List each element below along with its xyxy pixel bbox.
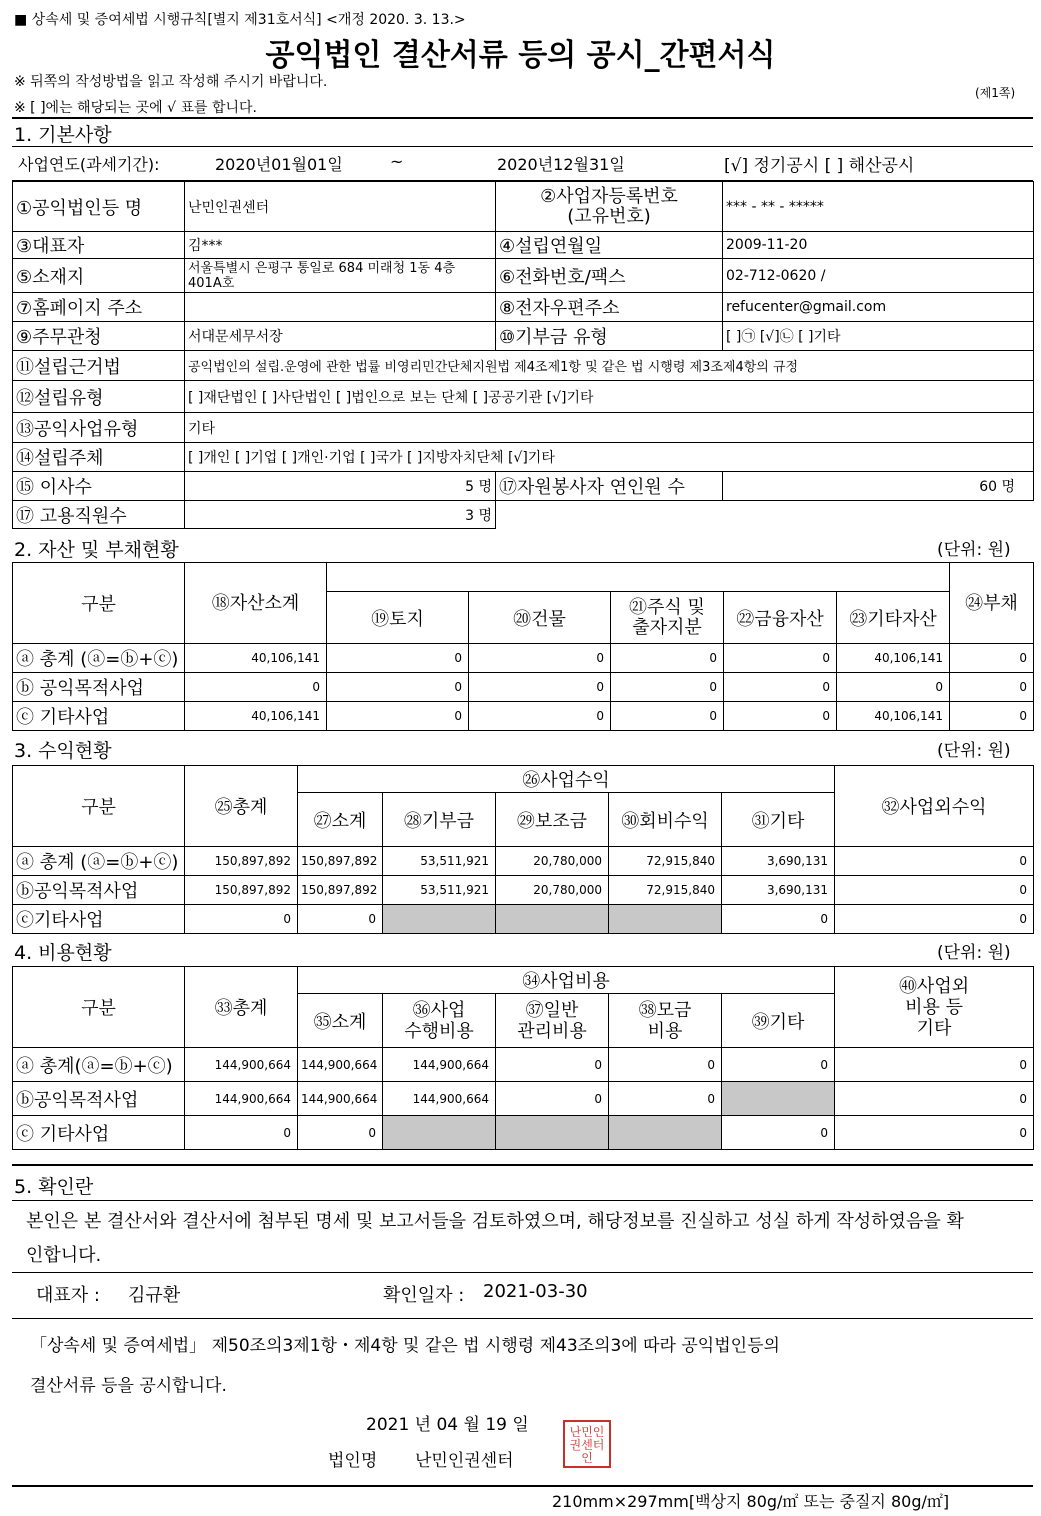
assets-header-other: ㉓기타자산 — [837, 592, 950, 644]
email-value: refucenter@gmail.com — [723, 293, 1034, 322]
table-row — [13, 702, 1034, 731]
table-row — [13, 905, 1034, 934]
founding-type-value: [ ]재단법인 [ ]사단법인 [ ]법인으로 보는 단체 [ ]공공기관 [√]기타 — [185, 381, 1034, 413]
cell: 144,900,664 — [185, 1048, 298, 1082]
phone-label: ⑥전화번호/팩스 — [496, 259, 723, 293]
expense-header-other: ㊴기타 — [722, 994, 835, 1048]
expense-header-operating: ㊱사업 수행비용 — [383, 994, 496, 1048]
phone-value: 02-712-0620 / — [723, 259, 1034, 293]
section2-unit: (단위: 원) — [937, 540, 1011, 560]
cell: 144,900,664 — [383, 1082, 496, 1116]
law-reference-line2: 결산서류 등을 공시합니다. — [30, 1376, 227, 1396]
page-title: 공익법인 결산서류 등의 공시_간편서식 — [265, 38, 776, 73]
founded-value: 2009-11-20 — [723, 232, 1034, 259]
cell: 0 — [298, 905, 383, 934]
cell: 0 — [327, 673, 469, 702]
cell: 72,915,840 — [609, 876, 722, 905]
confirmation-statement-line2: 인합니다. — [26, 1245, 102, 1266]
note-2: ※ [ ]에는 해당되는 곳에 √ 표를 합니다. — [14, 100, 257, 116]
cell: 144,900,664 — [298, 1048, 383, 1082]
row-label: ⓒ기타사업 — [13, 905, 185, 934]
section3-heading: 3. 수익현황 — [14, 740, 112, 762]
shaded-cell — [722, 1082, 835, 1116]
period-end: 2020년12월31일 — [497, 155, 625, 174]
paper-spec: 210mm×297mm[백상지 80g/㎡ 또는 중질지 80g/㎡] — [552, 1492, 950, 1511]
email-label: ⑧전자우편주소 — [496, 293, 723, 322]
revenue-table — [12, 765, 1034, 934]
expense-table — [12, 966, 1034, 1150]
address-label: ⑤소재지 — [13, 259, 185, 293]
expense-header-subtotal: ㉟소계 — [298, 994, 383, 1048]
period-separator: ~ — [390, 152, 404, 171]
donation-type-value: [ ]㉠ [√]㉡ [ ]기타 — [723, 322, 1034, 351]
donation-type-label: ⑩기부금 유형 — [496, 322, 723, 351]
confirmation-statement-line1: 본인은 본 결산서와 결산서에 첨부된 명세 및 보고서들을 검토하였으며, 해당정보를 진실하고 성실 하게 작성하였음을 확 — [26, 1211, 964, 1232]
section5-heading: 5. 확인란 — [14, 1176, 94, 1198]
volunteers-label: ⑰자원봉사자 연인원 수 — [496, 472, 723, 501]
row-label: ⓑ공익목적사업 — [13, 876, 185, 905]
cell: 0 — [722, 905, 835, 934]
shaded-cell — [383, 1116, 496, 1150]
cell: 0 — [835, 1082, 1034, 1116]
revenue-header-other: ㉛기타 — [722, 793, 835, 847]
shaded-cell — [383, 905, 496, 934]
authority-value: 서대문세무서장 — [185, 322, 496, 351]
founder-label: ⑭설립주체 — [13, 443, 185, 472]
basic-info-table — [12, 181, 1034, 529]
table-row — [13, 1116, 1034, 1150]
assets-header-building: ⑳건물 — [469, 592, 611, 644]
cell: 0 — [496, 1082, 609, 1116]
cell: 144,900,664 — [185, 1082, 298, 1116]
cell: 0 — [185, 905, 298, 934]
business-type-value: 기타 — [185, 413, 1034, 443]
note-1: ※ 뒤쪽의 작성방법을 읽고 작성해 주시기 바랍니다. — [14, 74, 328, 90]
assets-header-subtotal: ⑱자산소계 — [185, 563, 327, 644]
directors-value: 5 명 — [185, 472, 496, 501]
expense-header-fundraising: ㊳모금 비용 — [609, 994, 722, 1048]
cell: 0 — [185, 1116, 298, 1150]
row-label: ⓐ 총계 (ⓐ=ⓑ+ⓒ) — [13, 644, 185, 673]
row-label: ⓐ 총계(ⓐ=ⓑ+ⓒ) — [13, 1048, 185, 1082]
name-value: 난민인권센터 — [185, 182, 496, 232]
cell: 0 — [298, 1116, 383, 1150]
table-row — [13, 673, 1034, 702]
page-number: (제1쪽) — [975, 86, 1016, 100]
cell: 20,780,000 — [496, 847, 609, 876]
shaded-cell — [496, 905, 609, 934]
name-label: ①공익법인등 명 — [13, 182, 185, 232]
revenue-header-business: ㉖사업수익 — [298, 766, 835, 793]
cell: 0 — [185, 673, 327, 702]
revenue-header-subtotal: ㉗소계 — [298, 793, 383, 847]
assets-header-category: 구분 — [13, 563, 185, 644]
cell: 40,106,141 — [837, 702, 950, 731]
cell: 0 — [327, 644, 469, 673]
law-value: 공익법인의 설립.운영에 관한 법률 비영리민간단체지원법 제4조제1항 및 같은 법 시행령 제3조제4항의 규정 — [185, 351, 1034, 381]
assets-table — [12, 562, 1034, 731]
cell: 144,900,664 — [298, 1082, 383, 1116]
section4-unit: (단위: 원) — [937, 943, 1011, 963]
cell: 3,690,131 — [722, 876, 835, 905]
expense-header-total: ㉝총계 — [185, 967, 298, 1048]
row-label: ⓒ 기타사업 — [13, 1116, 185, 1150]
cell: 150,897,892 — [298, 847, 383, 876]
cell: 0 — [950, 673, 1034, 702]
table-row — [13, 847, 1034, 876]
assets-header-liabilities: ㉔부채 — [950, 563, 1034, 644]
founder-value: [ ]개인 [ ]기업 [ ]개인·기업 [ ]국가 [ ]지방자치단체 [√]기타 — [185, 443, 1034, 472]
revenue-header-membership: ㉚회비수익 — [609, 793, 722, 847]
cell: 53,511,921 — [383, 876, 496, 905]
corporate-seal: 난민인 권센터인 — [563, 1420, 611, 1468]
employees-value: 3 명 — [185, 501, 496, 529]
section3-unit: (단위: 원) — [937, 741, 1011, 761]
revenue-header-total: ㉕총계 — [185, 766, 298, 847]
cell: 0 — [724, 702, 837, 731]
cell: 40,106,141 — [837, 644, 950, 673]
cell: 3,690,131 — [722, 847, 835, 876]
expense-header-admin: ㊲일반 관리비용 — [496, 994, 609, 1048]
cell: 40,106,141 — [185, 702, 327, 731]
bizno-value: *** - ** - ***** — [723, 182, 1034, 232]
row-label: ⓑ 공익목적사업 — [13, 673, 185, 702]
bizno-label: ②사업자등록번호 (고유번호) — [496, 182, 723, 232]
corporation-name: 난민인권센터 — [415, 1451, 514, 1471]
law-label: ⑪설립근거법 — [13, 351, 185, 381]
cell: 0 — [609, 1048, 722, 1082]
cell: 0 — [835, 1048, 1034, 1082]
table-row — [13, 644, 1034, 673]
cell: 0 — [724, 644, 837, 673]
cell: 72,915,840 — [609, 847, 722, 876]
section1-heading: 1. 기본사항 — [14, 124, 112, 146]
signing-date: 2021 년 04 월 19 일 — [366, 1415, 529, 1435]
authority-label: ⑨주무관청 — [13, 322, 185, 351]
business-type-label: ⑬공익사업유형 — [13, 413, 185, 443]
assets-header-financial: ㉒금융자산 — [724, 592, 837, 644]
directors-label: ⑮ 이사수 — [13, 472, 185, 501]
cell: 0 — [835, 847, 1034, 876]
cell: 0 — [835, 905, 1034, 934]
table-row — [13, 1082, 1034, 1116]
assets-header-land: ⑲토지 — [327, 592, 469, 644]
cell: 150,897,892 — [185, 847, 298, 876]
cell: 40,106,141 — [185, 644, 327, 673]
expense-header-non-business: ㊵사업외 비용 등 기타 — [835, 967, 1034, 1048]
volunteers-value: 60 명 — [723, 472, 1034, 501]
founded-label: ④설립연월일 — [496, 232, 723, 259]
cell: 0 — [722, 1116, 835, 1150]
homepage-value — [185, 293, 496, 322]
disclosure-type: [√] 정기공시 [ ] 해산공시 — [724, 156, 915, 176]
representative-sign-name: 김규환 — [128, 1285, 181, 1306]
expense-header-business: ㉞사업비용 — [298, 967, 835, 994]
employees-label: ⑰ 고용직원수 — [13, 501, 185, 529]
cell: 0 — [611, 702, 724, 731]
row-label: ⓐ 총계 (ⓐ=ⓑ+ⓒ) — [13, 847, 185, 876]
cell: 0 — [611, 644, 724, 673]
cell: 0 — [469, 644, 611, 673]
regulation-reference: ■ 상속세 및 증여세법 시행규칙[별지 제31호서식] <개정 2020. 3. 13.> — [14, 12, 466, 28]
section2-heading: 2. 자산 및 부채현황 — [14, 539, 179, 561]
shaded-cell — [496, 1116, 609, 1150]
shaded-cell — [609, 905, 722, 934]
cell: 0 — [496, 1048, 609, 1082]
cell: 20,780,000 — [496, 876, 609, 905]
cell: 0 — [327, 702, 469, 731]
cell: 0 — [835, 876, 1034, 905]
table-row — [13, 876, 1034, 905]
cell: 0 — [469, 702, 611, 731]
shaded-cell — [609, 1116, 722, 1150]
table-row — [13, 1048, 1034, 1082]
cell: 0 — [950, 644, 1034, 673]
revenue-header-subsidies: ㉙보조금 — [496, 793, 609, 847]
corporation-name-label: 법인명 — [328, 1451, 378, 1471]
representative-value: 김*** — [185, 232, 496, 259]
revenue-header-category: 구분 — [13, 766, 185, 847]
cell: 0 — [837, 673, 950, 702]
representative-sign-label: 대표자 : — [36, 1285, 100, 1306]
address-value: 서울특별시 은평구 통일로 684 미래청 1동 4층 401A호 — [185, 259, 496, 293]
founding-type-label: ⑫설립유형 — [13, 381, 185, 413]
cell: 0 — [835, 1116, 1034, 1150]
row-label: ⓒ 기타사업 — [13, 702, 185, 731]
assets-header-stocks: ㉑주식 및 출자지분 — [611, 592, 724, 644]
section4-heading: 4. 비용현황 — [14, 942, 112, 964]
cell: 150,897,892 — [298, 876, 383, 905]
cell: 144,900,664 — [383, 1048, 496, 1082]
cell: 150,897,892 — [185, 876, 298, 905]
cell: 0 — [722, 1048, 835, 1082]
cell: 0 — [469, 673, 611, 702]
revenue-header-donations: ㉘기부금 — [383, 793, 496, 847]
homepage-label: ⑦홈페이지 주소 — [13, 293, 185, 322]
law-reference-line1: 「상속세 및 증여세법」 제50조의3제1항・제4항 및 같은 법 시행령 제43조의3에 따라 공익법인등의 — [30, 1336, 780, 1356]
period-start: 2020년01월01일 — [215, 155, 343, 174]
cell: 53,511,921 — [383, 847, 496, 876]
confirmation-date-label: 확인일자 : — [383, 1285, 465, 1306]
cell: 0 — [611, 673, 724, 702]
cell: 0 — [609, 1082, 722, 1116]
row-label: ⓑ공익목적사업 — [13, 1082, 185, 1116]
cell: 0 — [724, 673, 837, 702]
expense-header-category: 구분 — [13, 967, 185, 1048]
period-label: 사업연도(과세기간): — [18, 155, 160, 174]
revenue-header-non-business: ㉜사업외수익 — [835, 766, 1034, 847]
confirmation-date-value: 2021-03-30 — [483, 1281, 588, 1302]
representative-label: ③대표자 — [13, 232, 185, 259]
cell: 0 — [950, 702, 1034, 731]
